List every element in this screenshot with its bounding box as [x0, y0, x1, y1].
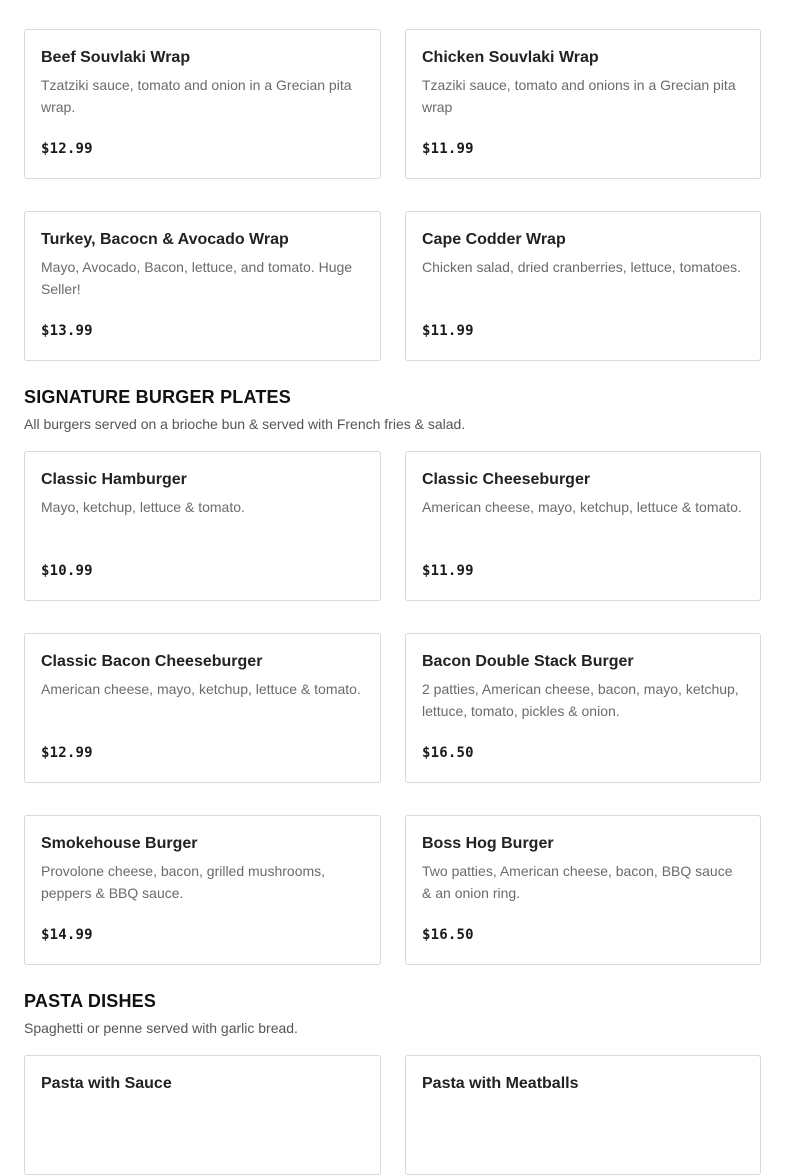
item-description: Chicken salad, dried cranberries, lettuce, tomatoes. — [422, 259, 742, 275]
section-title: SIGNATURE BURGER PLATES — [24, 387, 291, 407]
menu-item-card[interactable] — [24, 815, 381, 965]
item-price: $16.50 — [422, 745, 474, 761]
item-price: $11.99 — [422, 141, 474, 157]
section-subtitle: Spaghetti or penne served with garlic bread. — [24, 1020, 298, 1036]
section-header-pasta — [24, 989, 761, 1038]
item-description: Two patties, American cheese, bacon, BBQ sauce & an onion ring. — [422, 863, 733, 901]
section-title: PASTA DISHES — [24, 991, 157, 1011]
item-price: $10.99 — [41, 563, 93, 579]
menu-page — [24, 29, 761, 1175]
menu-item-card[interactable] — [405, 815, 761, 965]
menu-item-card[interactable] — [405, 211, 761, 361]
pasta-grid — [24, 1055, 761, 1175]
menu-item-card[interactable] — [405, 1055, 761, 1175]
menu-item-card[interactable] — [24, 211, 381, 361]
item-description: 2 patties, American cheese, bacon, mayo, ketchup, lettuce, tomato, pickles & onion. — [422, 681, 739, 719]
item-price: $12.99 — [41, 141, 93, 157]
item-price: $14.99 — [41, 927, 93, 943]
item-price: $11.99 — [422, 323, 474, 339]
item-name: Classic Hamburger — [41, 471, 187, 488]
item-name: Cape Codder Wrap — [422, 231, 566, 248]
item-description: Provolone cheese, bacon, grilled mushrooms, peppers & BBQ sauce. — [41, 863, 326, 901]
section-header-burgers — [24, 385, 761, 434]
menu-item-card[interactable] — [405, 633, 761, 783]
item-name: Pasta with Sauce — [41, 1075, 172, 1092]
item-price: $13.99 — [41, 323, 93, 339]
item-description: American cheese, mayo, ketchup, lettuce & tomato. — [41, 681, 361, 697]
item-description: Tzaziki sauce, tomato and onions in a Grecian pita wrap — [422, 77, 736, 115]
section-subtitle: All burgers served on a brioche bun & served with French fries & salad. — [24, 416, 466, 432]
item-name: Smokehouse Burger — [41, 835, 198, 852]
item-description: Tzatziki sauce, tomato and onion in a Grecian pita wrap. — [41, 77, 352, 115]
menu-item-card[interactable] — [24, 633, 381, 783]
item-price: $16.50 — [422, 927, 474, 943]
wraps-grid — [24, 29, 761, 361]
item-description: American cheese, mayo, ketchup, lettuce & tomato. — [422, 499, 742, 515]
item-name: Boss Hog Burger — [422, 835, 554, 852]
burgers-grid — [24, 451, 761, 965]
menu-item-card[interactable] — [24, 1055, 381, 1175]
item-name: Pasta with Meatballs — [422, 1075, 579, 1092]
menu-item-card[interactable] — [24, 29, 381, 179]
item-description: Mayo, Avocado, Bacon, lettuce, and tomato. Huge Seller! — [41, 259, 353, 297]
item-description: Mayo, ketchup, lettuce & tomato. — [41, 499, 245, 515]
menu-item-card[interactable] — [405, 451, 761, 601]
item-name: Beef Souvlaki Wrap — [41, 49, 191, 66]
item-name: Classic Bacon Cheeseburger — [41, 653, 263, 670]
item-name: Turkey, Bacocn & Avocado Wrap — [41, 231, 289, 248]
menu-item-card[interactable] — [405, 29, 761, 179]
item-price: $11.99 — [422, 563, 474, 579]
item-name: Chicken Souvlaki Wrap — [422, 49, 599, 66]
menu-item-card[interactable] — [24, 451, 381, 601]
item-name: Bacon Double Stack Burger — [422, 653, 634, 670]
item-name: Classic Cheeseburger — [422, 471, 591, 488]
item-price: $12.99 — [41, 745, 93, 761]
